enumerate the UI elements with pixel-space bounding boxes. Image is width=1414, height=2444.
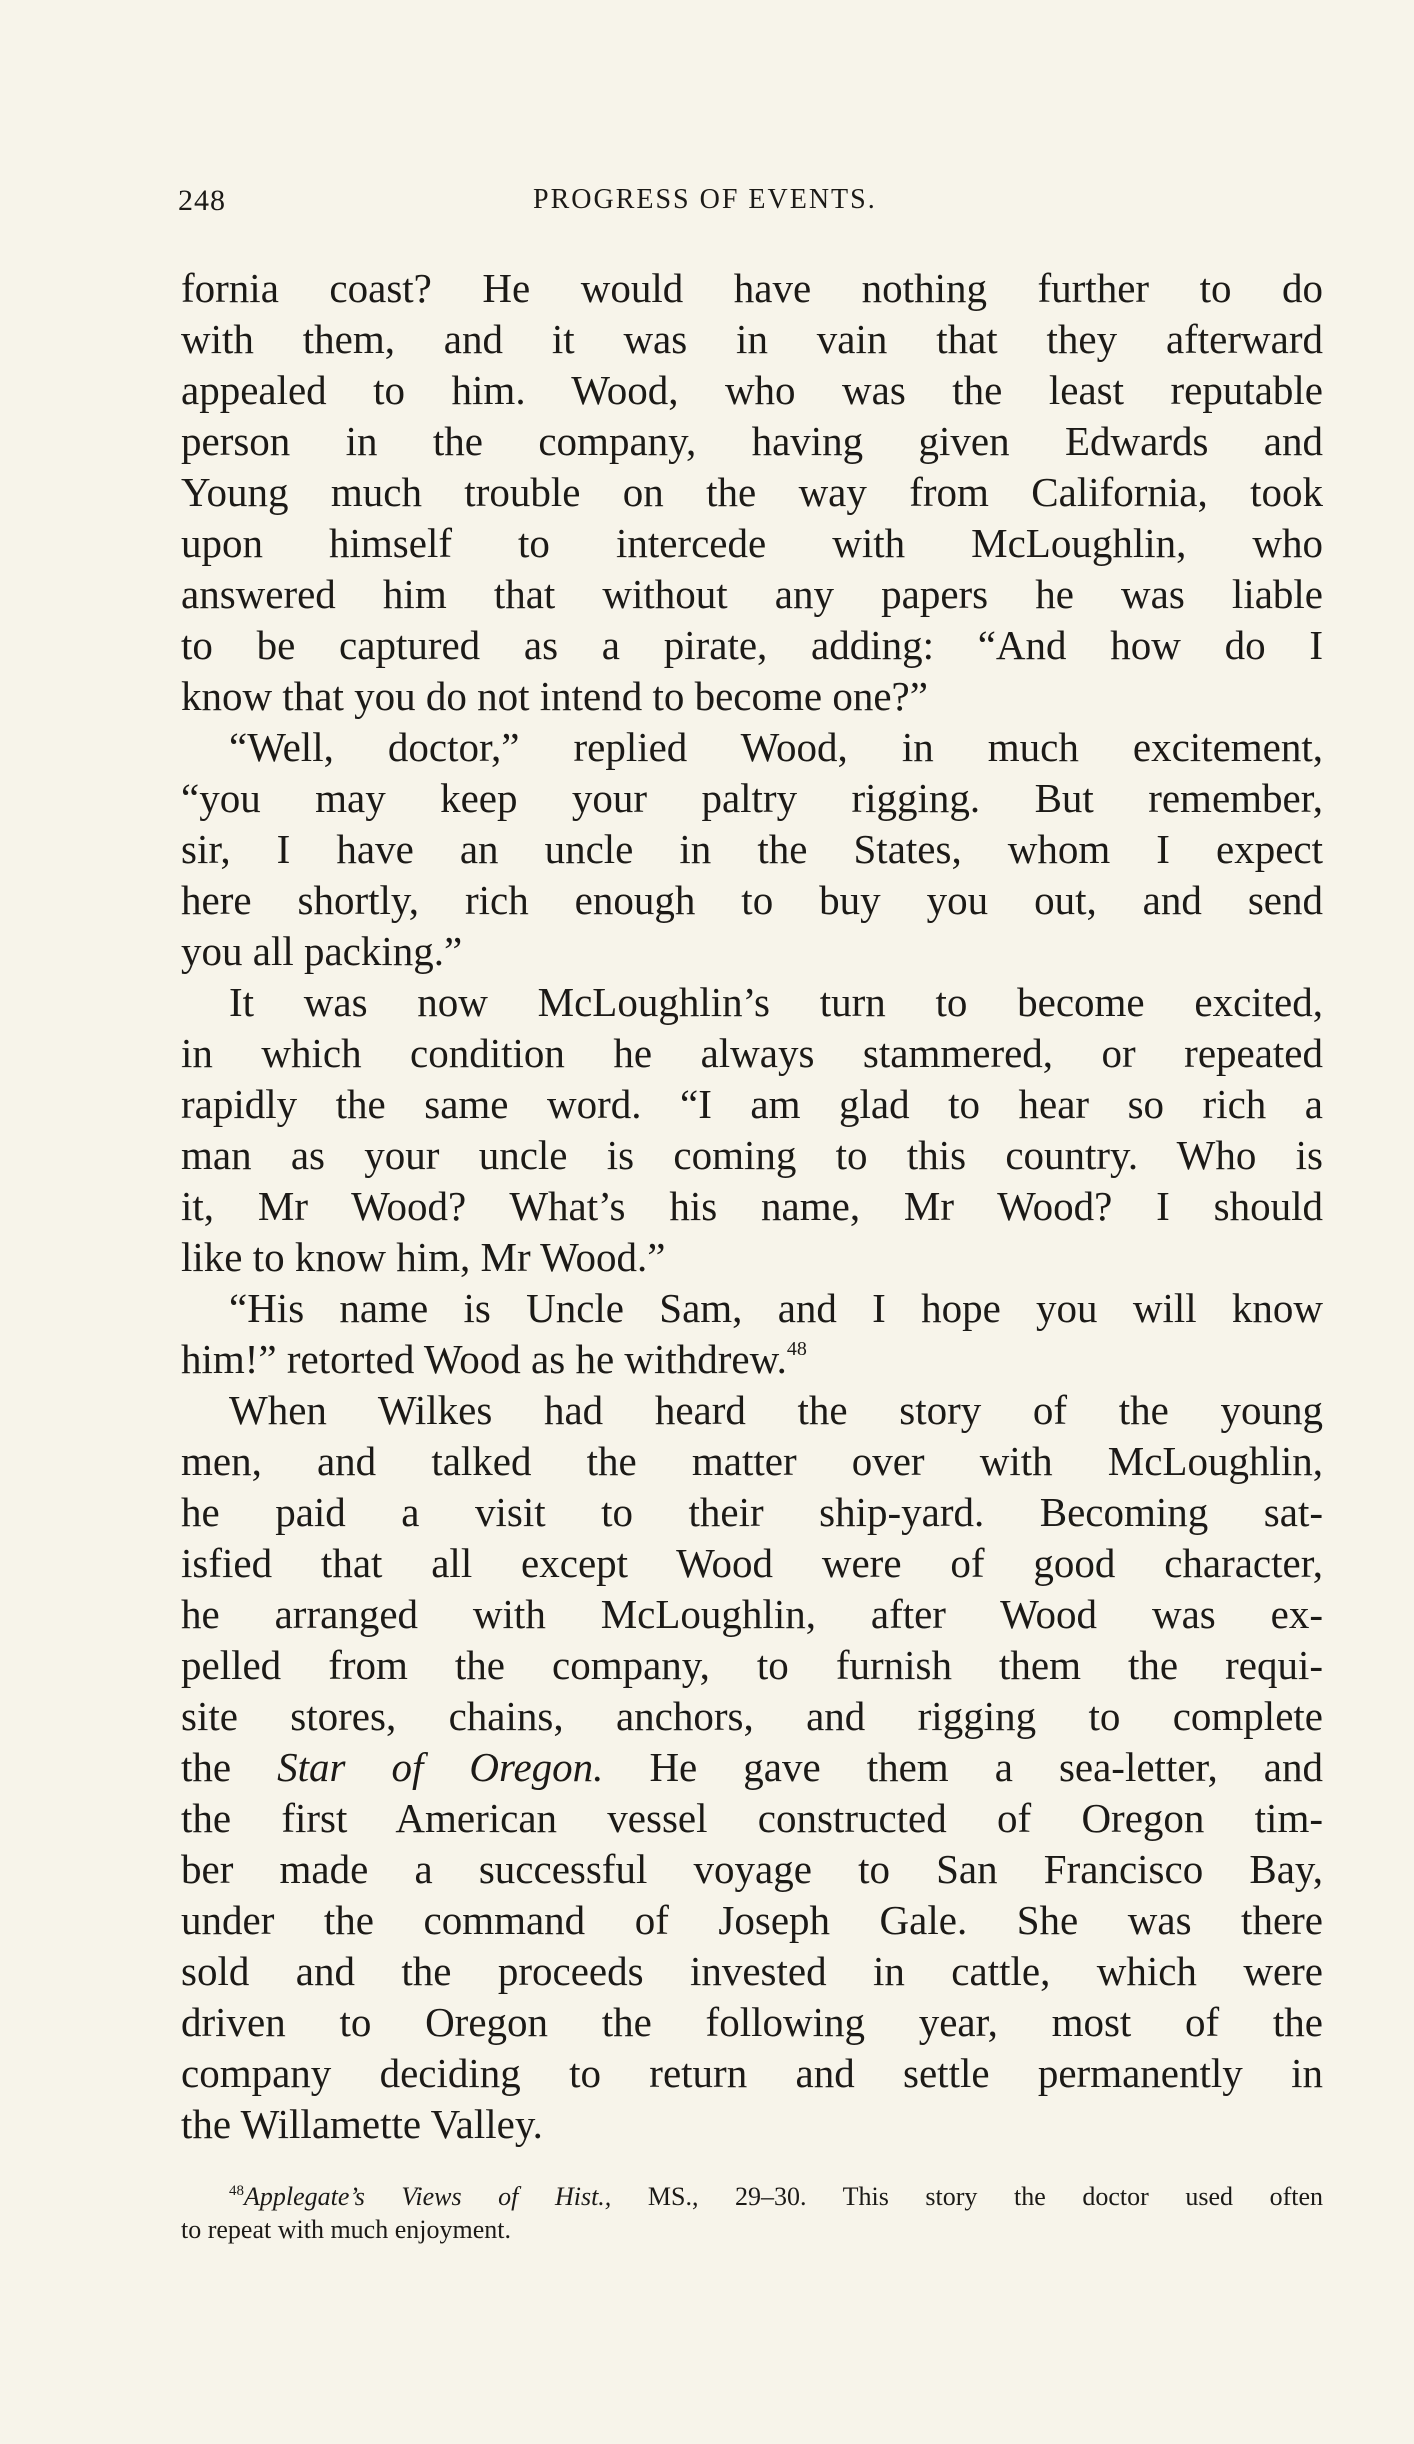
running-title: PROGRESS OF EVENTS. xyxy=(533,184,877,215)
ship-name: Star of Oregon. xyxy=(277,1744,604,1790)
page-number: 248 xyxy=(178,184,226,217)
text-line: with them, and it was in vain that they afterward xyxy=(181,316,1323,362)
text-line: sold and the proceeds invested in cattle, which were xyxy=(181,1948,1323,1994)
text-line: sir, I have an uncle in the States, whom I expect xyxy=(181,826,1323,872)
footnote-text: MS., 29–30. This story the doctor used often xyxy=(611,2182,1323,2211)
text-line: When Wilkes had heard the story of the young xyxy=(229,1387,1323,1433)
text-line: appealed to him. Wood, who was the least reputable xyxy=(181,367,1323,413)
text-line: site stores, chains, anchors, and rigging to complete xyxy=(181,1693,1323,1739)
body-text xyxy=(181,263,1323,2150)
text-line: he arranged with McLoughlin, after Wood was ex- xyxy=(181,1591,1323,1637)
text-line: driven to Oregon the following year, most of the xyxy=(181,1999,1323,2045)
text-line: to be captured as a pirate, adding: “And how do I xyxy=(181,622,1323,668)
footnote-source: Applegate’s Views of Hist., xyxy=(244,2182,612,2211)
text-line: under the command of Joseph Gale. She was there xyxy=(181,1897,1323,1943)
text-line: fornia coast? He would have nothing further to do xyxy=(181,265,1323,311)
text-line: know that you do not intend to become one?” xyxy=(181,673,928,719)
text-line: in which condition he always stammered, or repeated xyxy=(181,1030,1323,1076)
text-line: person in the company, having given Edwards and xyxy=(181,418,1323,464)
text-line: here shortly, rich enough to buy you out, and send xyxy=(181,877,1323,923)
text-line: ber made a successful voyage to San Francisco Bay, xyxy=(181,1846,1323,1892)
text-line-end: He gave them a sea-letter, and xyxy=(603,1744,1324,1790)
text-line: answered him that without any papers he was liable xyxy=(181,571,1323,617)
text-line: men, and talked the matter over with McLoughlin, xyxy=(181,1438,1323,1484)
text-line: Young much trouble on the way from California, took xyxy=(181,469,1323,515)
text-line: like to know him, Mr Wood.” xyxy=(181,1234,666,1280)
running-head xyxy=(178,184,1323,224)
text-line: the Willamette Valley. xyxy=(181,2101,543,2147)
text-line-start: the xyxy=(181,1744,278,1790)
text-line: it, Mr Wood? What’s his name, Mr Wood? I should xyxy=(181,1183,1323,1229)
text-line: he paid a visit to their ship-yard. Becoming sat- xyxy=(181,1489,1323,1535)
text-line: you all packing.” xyxy=(181,928,463,974)
footnote-reference: 48 xyxy=(786,1338,807,1360)
text-line: pelled from the company, to furnish them the requi- xyxy=(181,1642,1323,1688)
footnote-mark: 48 xyxy=(229,2183,244,2199)
text-line: “you may keep your paltry rigging. But remember, xyxy=(181,775,1323,821)
text-line: the first American vessel constructed of Oregon tim- xyxy=(181,1795,1323,1841)
text-line: man as your uncle is coming to this country. Who is xyxy=(181,1132,1323,1178)
text-line: upon himself to intercede with McLoughlin, who xyxy=(181,520,1323,566)
text-line-with-title xyxy=(181,1742,1323,1793)
text-line: rapidly the same word. “I am glad to hear so rich a xyxy=(181,1081,1323,1127)
footnote-line: to repeat with much enjoyment. xyxy=(181,2215,511,2244)
text-line: him!” retorted Wood as he withdrew. xyxy=(181,1336,787,1382)
text-line: It was now McLoughlin’s turn to become excited, xyxy=(229,979,1323,1025)
text-line: “Well, doctor,” replied Wood, in much excitement, xyxy=(229,724,1323,770)
text-line: isfied that all except Wood were of good character, xyxy=(181,1540,1323,1586)
footnote-line xyxy=(181,2180,1323,2213)
text-line: “His name is Uncle Sam, and I hope you will know xyxy=(229,1285,1323,1331)
text-line: company deciding to return and settle permanently in xyxy=(181,2050,1323,2096)
text-line-with-note xyxy=(181,1334,1323,1385)
footnote xyxy=(181,2180,1323,2246)
